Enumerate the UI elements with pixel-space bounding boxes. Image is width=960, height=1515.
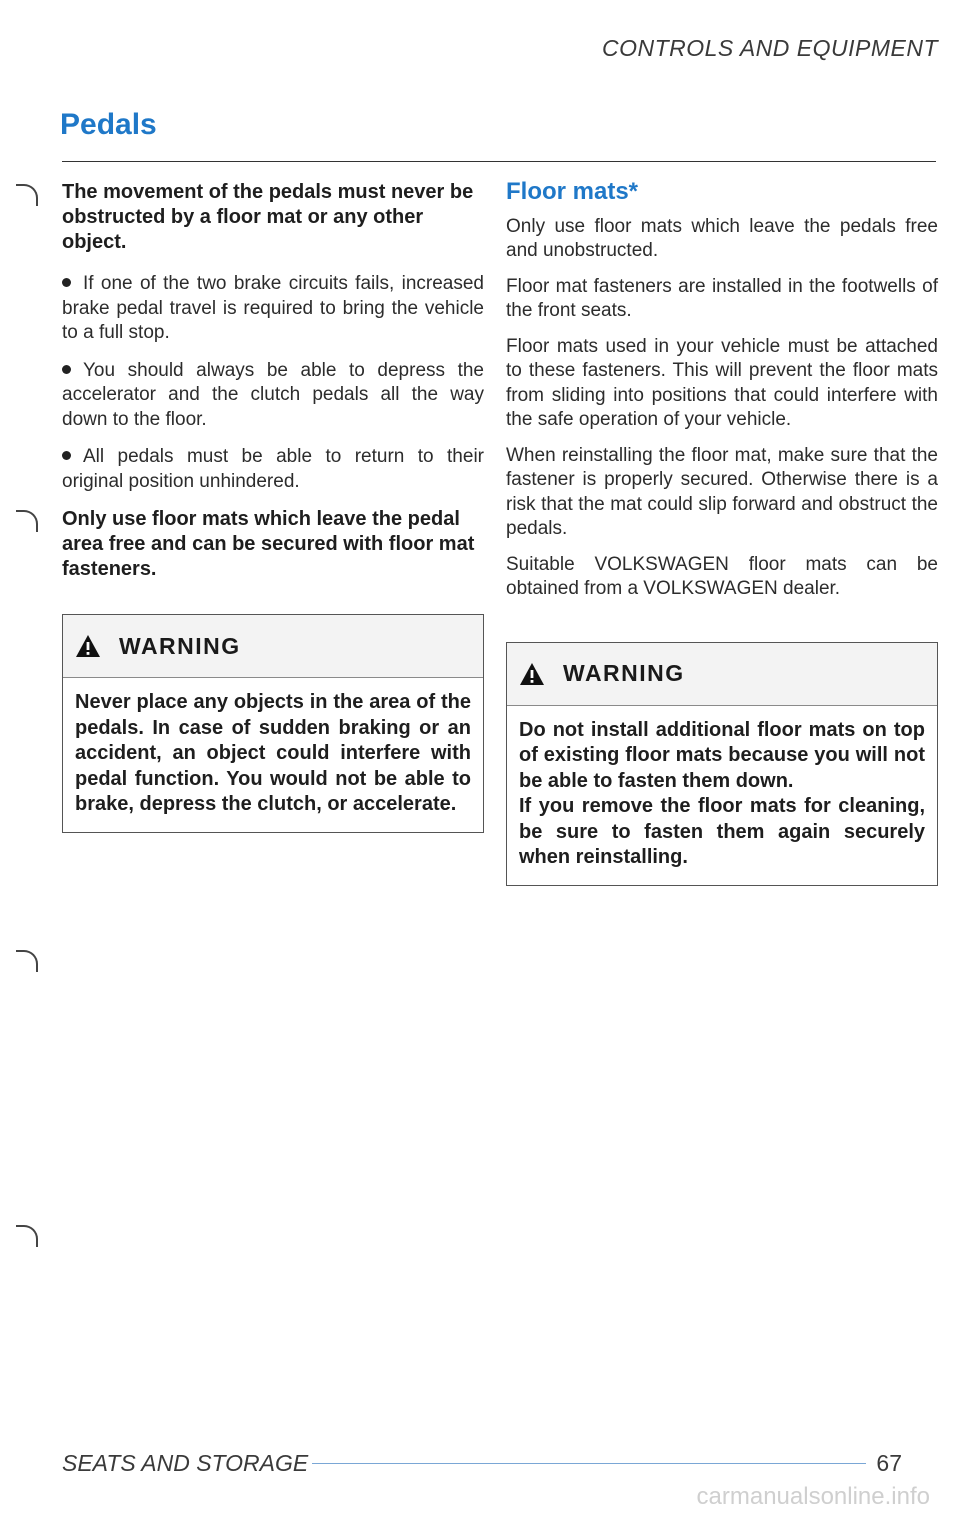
warning-box-floor-mats: [506, 642, 938, 886]
bullet-item: All pedals must be able to return to their original position unhindered.: [62, 446, 484, 492]
bullet-icon: [62, 365, 71, 374]
paragraph: Suitable VOLKSWAGEN floor mats can be obtained from a VOLKSWAGEN dealer.: [506, 553, 938, 599]
warning-label: WARNING: [119, 632, 241, 659]
running-header: CONTROLS AND EQUIPMENT: [601, 35, 938, 61]
warning-text: Never place any objects in the area of the pedals. In case of sudden braking or an accident, an object could interfere with pedal function. You would not be able to brake, depress the clutch, or accelerate.: [75, 691, 471, 815]
paragraph: Only use floor mats which leave the pedals free and unobstructed.: [506, 215, 938, 261]
warning-label: WARNING: [563, 660, 685, 687]
corner-mark-icon: [16, 510, 38, 532]
warning-body: [507, 706, 937, 885]
warning-header: [507, 643, 937, 706]
page-footer: [62, 1450, 902, 1477]
paragraph: When reinstalling the floor mat, make sure that the fastener is properly secured. Otherwise there is a risk that the mat could slip forward and obstruct the pedals.: [506, 444, 938, 539]
watermark: carmanualsonline.info: [696, 1483, 930, 1510]
right-column: [506, 180, 938, 886]
footer-section-name: SEATS AND STORAGE: [62, 1450, 309, 1476]
bullet-icon: [62, 278, 71, 287]
section-title-floor-mats: Floor mats*: [506, 178, 639, 205]
section-title-pedals: Pedals: [60, 108, 157, 141]
bullet-icon: [62, 451, 71, 460]
warning-text: Do not install additional floor mats on top of existing floor mats because you will not be able to fasten them down.: [519, 718, 925, 792]
pedals-intro: The movement of the pedals must never be obstructed by a floor mat or any other object.: [62, 181, 474, 253]
bullet-item: If one of the two brake circuits fails, increased brake pedal travel is required to bring the vehicle to a full stop.: [62, 273, 484, 343]
paragraph: Floor mat fasteners are installed in the footwells of the front seats.: [506, 275, 938, 321]
paragraph: Floor mats used in your vehicle must be attached to these fasteners. This will prevent the floor mats from sliding into positions that could interfere with the safe operation of your vehicle.: [506, 335, 938, 430]
corner-mark-icon: [16, 184, 38, 206]
warning-triangle-icon: [519, 662, 545, 686]
bullet-item: You should always be able to depress the accelerator and the clutch pedals all the way down to the floor.: [62, 359, 484, 430]
floor-mat-note: Only use floor mats which leave the pedal area free and can be secured with floor mat fasteners.: [62, 508, 475, 580]
warning-body: [63, 678, 483, 832]
warning-box-pedals: [62, 614, 484, 833]
header-rule: [62, 161, 936, 162]
footer-rule: [312, 1463, 866, 1464]
corner-mark-icon: [16, 950, 38, 972]
corner-mark-icon: [16, 1225, 38, 1247]
warning-triangle-icon: [75, 634, 101, 658]
left-column: [62, 180, 484, 833]
warning-text: If you remove the floor mats for cleaning, be sure to fasten them again securely when reinstalling.: [519, 795, 925, 868]
page-number: 67: [876, 1450, 902, 1476]
warning-header: [63, 615, 483, 678]
